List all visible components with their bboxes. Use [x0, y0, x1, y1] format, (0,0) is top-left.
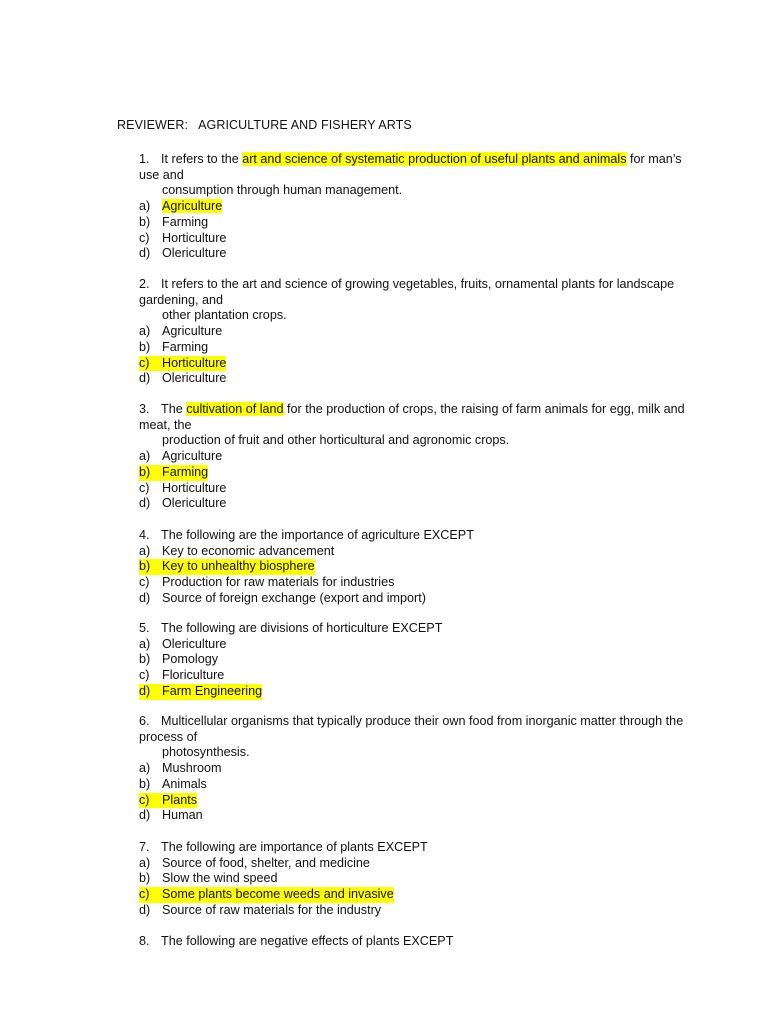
option-letter: b) [139, 339, 151, 354]
option-letter: c) [139, 230, 150, 245]
option-letter: b) [139, 214, 151, 229]
stem-text: The following are negative effects of plants EXCEPT [161, 934, 454, 948]
option-letter: d) [139, 371, 151, 386]
question-stem [139, 714, 699, 745]
option-a [139, 856, 370, 870]
option-letter: b) [139, 464, 151, 479]
option-text: Agriculture [162, 324, 223, 339]
option-text: Agriculture [162, 449, 223, 464]
stem-continuation: consumption through human management. [162, 183, 403, 198]
option-letter: c) [139, 792, 150, 807]
option-a [139, 199, 222, 213]
page-title: REVIEWER: AGRICULTURE AND FISHERY ARTS [117, 118, 412, 132]
option-letter: b) [139, 871, 151, 886]
question-8 [139, 934, 699, 950]
question-stem [139, 621, 699, 637]
stem-highlight: cultivation of land [186, 402, 284, 416]
question-number: 2. [139, 277, 150, 291]
question-2 [139, 277, 699, 387]
question-stem [139, 528, 699, 544]
option-text-highlight: Horticulture [162, 355, 227, 370]
option-text: Human [162, 808, 203, 823]
option-text-highlight: Farming [162, 464, 209, 479]
question-stem [139, 402, 699, 433]
option-d [139, 496, 226, 510]
option-c [139, 793, 197, 809]
option-letter: a) [139, 324, 151, 339]
option-letter: d) [139, 902, 151, 917]
option-text: Farming [162, 214, 209, 229]
option-letter: b) [139, 559, 151, 574]
option-a [139, 324, 222, 338]
option-text-highlight: Farm Engineering [162, 683, 263, 698]
question-number: 4. [139, 528, 150, 542]
question-6 [139, 714, 699, 824]
option-text: Horticulture [162, 480, 227, 495]
option-text: Olericulture [162, 636, 227, 651]
option-b [139, 559, 315, 575]
option-a [139, 637, 226, 651]
option-text: Source of foreign exchange (export and import) [162, 590, 426, 605]
question-number: 6. [139, 714, 150, 728]
stem-text: It refers to the art and science of growing vegetables, fruits, ornamental plants for landscape gardening, and [139, 277, 675, 307]
question-number: 3. [139, 402, 150, 416]
option-letter: b) [139, 776, 151, 791]
question-stem [139, 934, 699, 950]
option-letter: d) [139, 808, 151, 823]
stem-text: The following are divisions of horticulture EXCEPT [161, 621, 443, 635]
option-b [139, 340, 208, 354]
question-number: 8. [139, 934, 150, 948]
option-d [139, 903, 381, 917]
option-b [139, 871, 278, 885]
option-text: Source of food, shelter, and medicine [162, 855, 370, 870]
option-c [139, 231, 226, 245]
option-text: Key to economic advancement [162, 543, 335, 558]
option-letter: c) [139, 887, 150, 902]
option-text: Pomology [162, 652, 219, 667]
option-b [139, 465, 208, 481]
stem-text: It refers to the [161, 152, 243, 166]
option-c [139, 356, 226, 372]
option-c [139, 668, 224, 682]
option-text: Farming [162, 339, 209, 354]
option-text: Olericulture [162, 371, 227, 386]
option-text: Mushroom [162, 761, 222, 776]
option-a [139, 544, 334, 558]
option-letter: a) [139, 636, 151, 651]
question-4 [139, 528, 699, 607]
option-letter: c) [139, 480, 150, 495]
option-b [139, 215, 208, 229]
question-7 [139, 840, 699, 919]
option-letter: c) [139, 575, 150, 590]
option-letter: d) [139, 590, 151, 605]
stem-text: Multicellular organisms that typically produce their own food from inorganic matter through the process of [139, 714, 684, 744]
option-d [139, 591, 426, 605]
option-text: Olericulture [162, 246, 227, 261]
question-stem [139, 840, 699, 856]
question-5 [139, 621, 699, 700]
question-number: 1. [139, 152, 150, 166]
stem-continuation: production of fruit and other horticultural and agronomic crops. [162, 433, 510, 448]
option-b [139, 652, 218, 666]
option-letter: a) [139, 761, 151, 776]
option-letter: d) [139, 246, 151, 261]
option-letter: a) [139, 543, 151, 558]
option-text: Floriculture [162, 668, 225, 683]
option-letter: c) [139, 668, 150, 683]
option-letter: a) [139, 449, 151, 464]
option-text: Production for raw materials for industries [162, 575, 395, 590]
option-letter: b) [139, 652, 151, 667]
question-stem [139, 277, 699, 308]
stem-highlight: art and science of systematic production of useful plants and animals [242, 152, 627, 166]
option-d [139, 684, 262, 700]
option-text-highlight: Some plants become weeds and invasive [162, 887, 394, 902]
stem-text: The [161, 402, 187, 416]
question-number: 7. [139, 840, 150, 854]
option-text: Source of raw materials for the industry [162, 902, 382, 917]
option-letter: c) [139, 355, 150, 370]
option-b [139, 777, 207, 791]
option-text: Horticulture [162, 230, 227, 245]
stem-text-end: for the production of crops, the raising of farm animals for egg, milk and meat, the [139, 402, 685, 432]
question-stem [139, 152, 699, 183]
option-a [139, 761, 222, 775]
option-letter: a) [139, 855, 151, 870]
stem-text: The following are the importance of agriculture EXCEPT [161, 528, 474, 542]
question-3 [139, 402, 699, 512]
question-number: 5. [139, 621, 150, 635]
option-d [139, 808, 203, 822]
option-text-highlight: Plants [162, 792, 198, 807]
option-letter: d) [139, 683, 151, 698]
option-d [139, 246, 226, 260]
stem-continuation: other plantation crops. [162, 308, 287, 323]
stem-continuation: photosynthesis. [162, 745, 250, 760]
option-text-highlight: Key to unhealthy biosphere [162, 559, 315, 574]
option-text: Animals [162, 776, 207, 791]
stem-text: The following are importance of plants EXCEPT [161, 840, 428, 854]
option-letter: a) [139, 199, 151, 214]
option-a [139, 449, 222, 463]
option-text-highlight: Agriculture [162, 199, 223, 214]
option-c [139, 887, 394, 903]
option-text: Olericulture [162, 496, 227, 511]
option-text: Slow the wind speed [162, 871, 278, 886]
option-letter: d) [139, 496, 151, 511]
option-c [139, 481, 226, 495]
question-1 [139, 152, 699, 262]
stem-text-end: for man’s use and [139, 152, 682, 182]
option-d [139, 371, 226, 385]
option-c [139, 575, 394, 589]
